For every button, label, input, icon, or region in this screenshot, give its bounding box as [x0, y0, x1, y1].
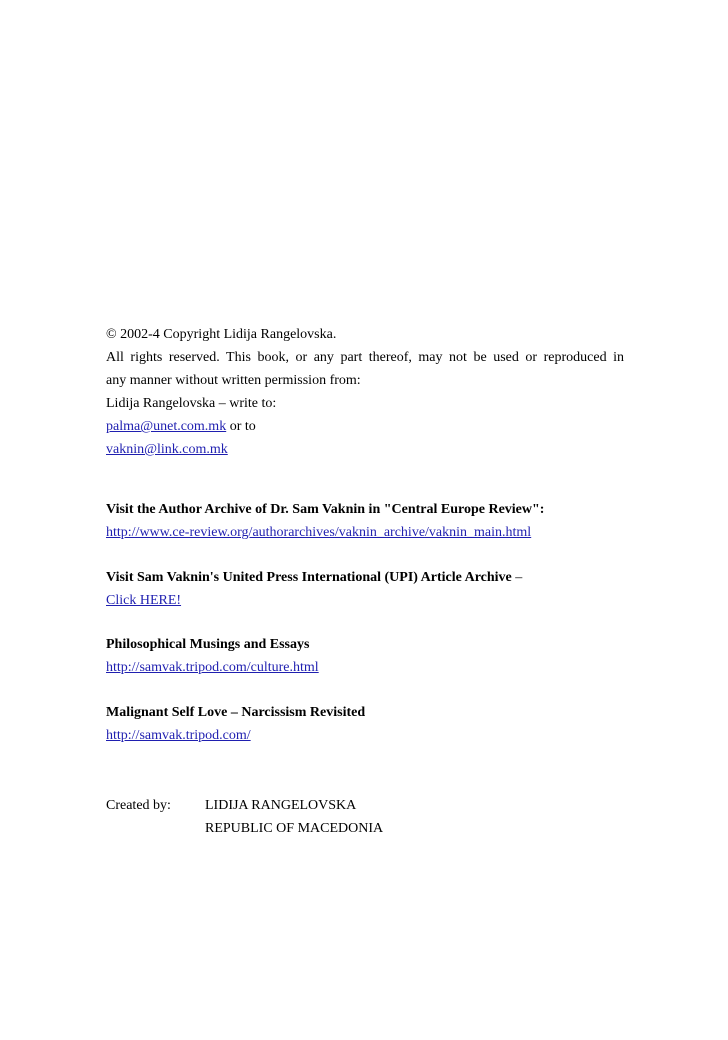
section-musings [106, 633, 666, 679]
contact-line: Lidija Rangelovska – write to: [106, 396, 277, 411]
ce-review-heading: Visit the Author Archive of Dr. Sam Vaknin in "Central Europe Review": [106, 502, 545, 517]
musings-line [106, 656, 666, 679]
email-link-vaknin[interactable]: vaknin@link.com.mk [106, 442, 228, 457]
copyright-block [106, 323, 624, 461]
malignant-heading: Malignant Self Love – Narcissism Revisited [106, 705, 366, 720]
email-line-2 [106, 438, 624, 461]
creator-country: REPUBLIC OF MACEDONIA [205, 821, 384, 836]
ce-review-link[interactable]: http://www.ce-review.org/authorarchives/vaknin_archive/vaknin_main.html [106, 525, 532, 540]
section-malignant [106, 701, 666, 747]
upi-heading-line [106, 566, 666, 589]
email-link-palma[interactable]: palma@unet.com.mk [106, 419, 227, 434]
upi-line [106, 589, 666, 612]
email-suffix-text: or to [226, 419, 256, 434]
musings-heading: Philosophical Musings and Essays [106, 637, 310, 652]
section-upi [106, 566, 666, 612]
section-ce-review [106, 498, 666, 544]
upi-heading: Visit Sam Vaknin's United Press International (UPI) Article Archive [106, 570, 512, 585]
ce-review-line [106, 521, 666, 544]
copyright-notice: © 2002-4 Copyright Lidija Rangelovska. [106, 327, 337, 342]
malignant-link[interactable]: http://samvak.tripod.com/ [106, 728, 251, 743]
malignant-line [106, 724, 666, 747]
email-line-1 [106, 415, 624, 438]
creator-name: LIDIJA RANGELOVSKA [205, 798, 357, 813]
created-by-label: Created by: [106, 798, 171, 813]
upi-dash: – [511, 570, 523, 585]
upi-click-here-link[interactable]: Click HERE! [106, 593, 182, 608]
musings-link[interactable]: http://samvak.tripod.com/culture.html [106, 660, 319, 675]
permission-text: any manner without written permission from: [106, 373, 361, 388]
rights-reserved-text: All rights reserved. This book, or any part thereof, may not be used or reproduced in [106, 350, 624, 365]
